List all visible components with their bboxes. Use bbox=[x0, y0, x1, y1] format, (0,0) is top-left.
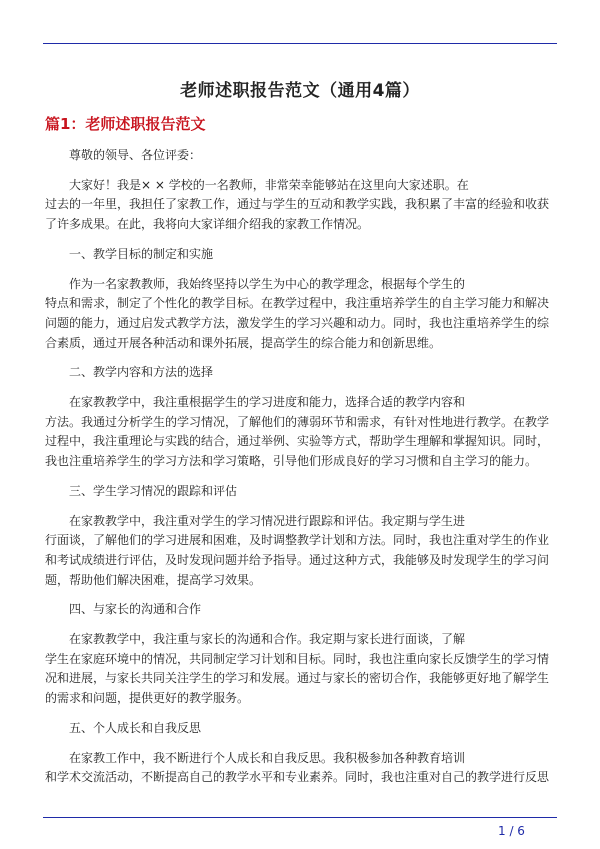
text-line: 在家教教学中，我注重与家长的沟通和合作。我定期与家长进行面谈，了解 bbox=[69, 632, 466, 647]
text-line: 特点和需求，制定了个性化的教学目标。在教学过程中，我注重培养学生的自主学习能力和解决 bbox=[45, 296, 550, 311]
text-line: 作为一名家教教师，我始终坚持以学生为中心的教学理念，根据每个学生的 bbox=[69, 276, 466, 291]
subheading-2: 二、教学内容和方法的选择 bbox=[69, 365, 214, 380]
subheading-5: 五、个人成长和自我反思 bbox=[69, 720, 202, 735]
text-line: 况和进展，与家长共同关注学生的学习和发展。通过与家长的密切合作，我能够更好地了解学生 bbox=[45, 671, 550, 686]
paragraph-5 bbox=[45, 749, 555, 788]
text-line: 和学术交流活动，不断提高自己的教学水平和专业素养。同时，我也注重对自己的教学进行反思 bbox=[45, 770, 550, 785]
paragraph-3 bbox=[45, 512, 555, 591]
document-title: 老师述职报告范文（通用4篇） bbox=[180, 81, 420, 101]
text-line: 过程中，我注重理论与实践的结合，通过举例、实验等方式，帮助学生理解和掌握知识。同时， bbox=[45, 434, 550, 449]
text-line: 行面谈，了解他们的学习进展和困难，及时调整教学计划和方法。同时，我也注重对学生的作业 bbox=[45, 533, 550, 548]
paragraph-1 bbox=[45, 275, 555, 354]
text-line: 大家好！我是× × 学校的一名教师，非常荣幸能够站在这里向大家述职。在 bbox=[69, 177, 469, 192]
subheading-1: 一、教学目标的制定和实施 bbox=[69, 246, 214, 261]
page-number: 1 / 6 bbox=[498, 824, 525, 838]
paragraph-intro bbox=[45, 176, 555, 235]
text-line: 在家教教学中，我注重对学生的学习情况进行跟踪和评估。我定期与学生进 bbox=[69, 513, 466, 528]
paragraph-4 bbox=[45, 630, 555, 709]
text-line: 在家教工作中，我不断进行个人成长和自我反思。我积极参加各种教育培训 bbox=[69, 750, 466, 765]
text-line: 和考试成绩进行评估，及时发现问题并给予指导。通过这种方式，我能够及时发现学生的学习问 bbox=[45, 552, 550, 567]
subheading-3: 三、学生学习情况的跟踪和评估 bbox=[69, 483, 238, 498]
footer-rule bbox=[43, 817, 557, 818]
text-line: 题，帮助他们解决困难，提高学习效果。 bbox=[45, 572, 262, 587]
text-line: 的需求和问题，提供更好的教学服务。 bbox=[45, 691, 250, 706]
document-body bbox=[45, 146, 555, 788]
text-line: 方法。我通过分析学生的学习情况，了解他们的薄弱环节和需求，有针对性地进行教学。在教学 bbox=[45, 414, 550, 429]
text-line: 学生在家庭环境中的情况，共同制定学习计划和目标。同时，我也注重向家长反馈学生的学习情 bbox=[45, 651, 550, 666]
text-line: 我也注重培养学生的学习方法和学习策略，引导他们形成良好的学习习惯和自主学习的能力。 bbox=[45, 454, 538, 469]
header-rule bbox=[43, 43, 557, 44]
greeting: 尊敬的领导、各位评委： bbox=[69, 148, 202, 162]
text-line: 过去的一年里，我担任了家教工作，通过与学生的互动和教学实践，我积累了丰富的经验和收获 bbox=[45, 197, 550, 212]
text-line: 合素质，通过开展各种活动和课外拓展，提高学生的综合能力和创新思维。 bbox=[45, 335, 442, 350]
text-line: 在家教教学中，我注重根据学生的学习进度和能力，选择合适的教学内容和 bbox=[69, 395, 466, 410]
section-title: 篇1：老师述职报告范文 bbox=[45, 115, 206, 133]
subheading-4: 四、与家长的沟通和合作 bbox=[69, 602, 202, 617]
paragraph-2 bbox=[45, 393, 555, 472]
text-line: 了许多成果。在此，我将向大家详细介绍我的家教工作情况。 bbox=[45, 217, 370, 232]
text-line: 问题的能力，通过启发式教学方法，激发学生的学习兴趣和动力。同时，我也注重培养学生的综 bbox=[45, 315, 550, 330]
